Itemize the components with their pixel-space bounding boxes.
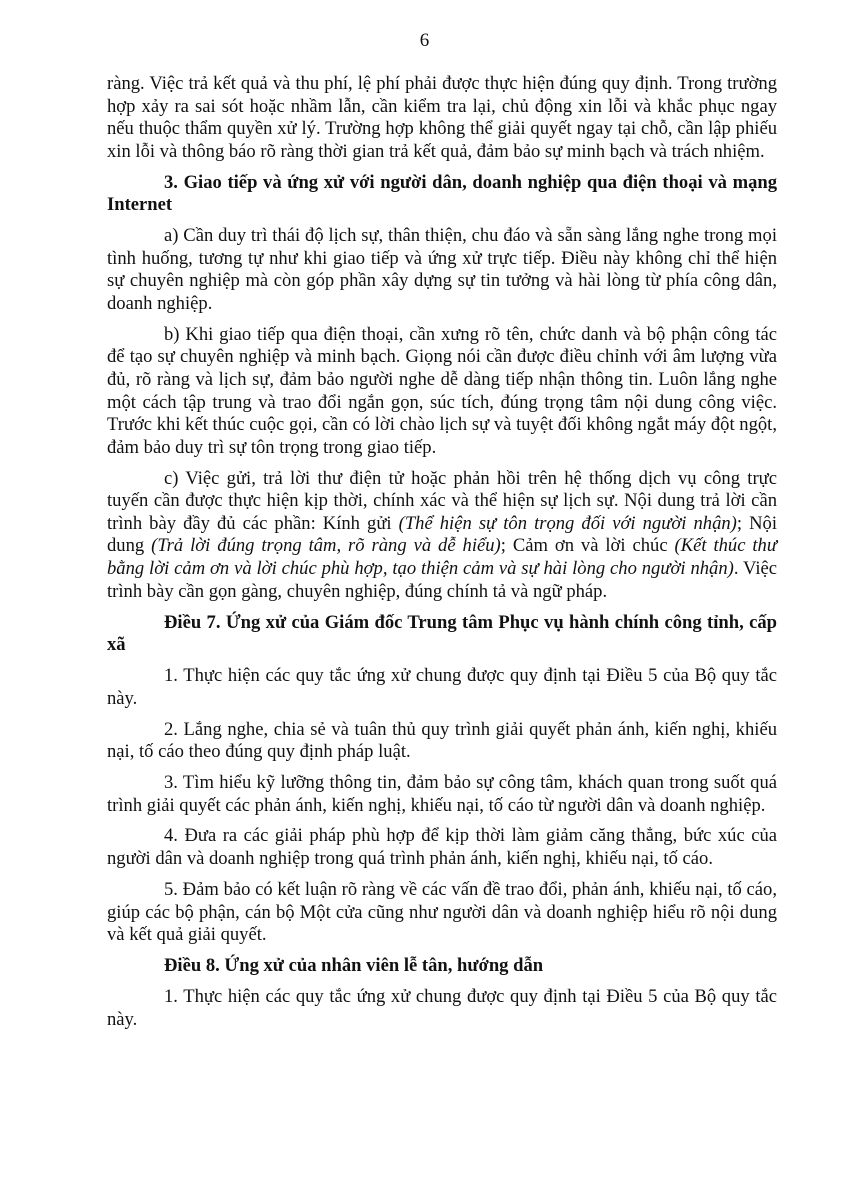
paragraph-continuation: ràng. Việc trả kết quả và thu phí, lệ phí phải được thực hiện đúng quy định. Trong trường hợp xảy ra sai sót hoặc nhầm lẫn, cần kiểm tra lại, chủ động xin lỗi và khắc phục ngay nếu thuộc thẩm quyền xử lý. Trường hợp không thể giải quyết ngay tại chỗ, cần lập phiếu xin lỗi và thông báo rõ ràng thời gian trả kết quả, đảm bảo sự minh bạch và trách nhiệm. [107, 73, 777, 162]
article-7-item-4: 4. Đưa ra các giải pháp phù hợp để kịp thời làm giảm căng thẳng, bức xúc của người dân và doanh nghiệp trong quá trình phản ánh, kiến nghị, khiếu nại, tố cáo. [107, 825, 777, 870]
paragraph-c-text-4: . Việc trình bày cần gọn gàng, chuyên nghiệp, đúng chính tả và ngữ pháp. [107, 558, 778, 602]
section-heading-3: 3. Giao tiếp và ứng xử với người dân, doanh nghiệp qua điện thoại và mạng Internet [107, 171, 777, 216]
paragraph-c-italic-1: (Thể hiện sự tôn trọng đối với người nhận) [398, 512, 737, 534]
paragraph-c-text-3: ; Cảm ơn và lời chúc [500, 535, 675, 557]
paragraph-b: b) Khi giao tiếp qua điện thoại, cần xưng rõ tên, chức danh và bộ phận công tác để tạo sự chuyên nghiệp và minh bạch. Giọng nói cần được điều chỉnh với âm lượng vừa đủ, rõ ràng và lịch sự, đảm bảo người nghe dễ dàng tiếp nhận thông tin. Luôn lắng nghe một cách tập trung và trao đổi ngắn gọn, súc tích, đúng trọng tâm nội dung công việc. Trước khi kết thúc cuộc gọi, cần có lời chào lịch sự và tuyệt đối không ngắt máy đột ngột, đảm bảo duy trì sự tôn trọng trong giao tiếp. [107, 323, 777, 458]
paragraph-c-text-2: ; Nội dung [107, 512, 777, 557]
article-7-heading: Điều 7. Ứng xử của Giám đốc Trung tâm Phục vụ hành chính công tỉnh, cấp xã [107, 611, 777, 656]
article-7-item-1: 1. Thực hiện các quy tắc ứng xử chung được quy định tại Điều 5 của Bộ quy tắc này. [107, 665, 777, 709]
article-7-item-3: 3. Tìm hiểu kỹ lưỡng thông tin, đảm bảo sự công tâm, khách quan trong suốt quá trình giải quyết các phản ánh, kiến nghị, khiếu nại, tố cáo từ người dân và doanh nghiệp. [107, 772, 777, 816]
article-8-item-1: 1. Thực hiện các quy tắc ứng xử chung được quy định tại Điều 5 của Bộ quy tắc này. [107, 985, 777, 1030]
paragraph-c-italic-2: (Trả lời đúng trọng tâm, rõ ràng và dễ hiểu) [151, 535, 501, 557]
paragraph-c [107, 468, 777, 604]
article-7-item-5: 5. Đảm bảo có kết luận rõ ràng về các vấn đề trao đổi, phản ánh, khiếu nại, tố cáo, giúp các bộ phận, cán bộ Một cửa cũng như người dân và doanh nghiệp hiểu rõ nội dung và kết quả giải quyết. [107, 878, 777, 946]
paragraph-c-italic-3: (Kết thúc thư bằng lời cảm ơn và lời chúc phù hợp, tạo thiện cảm và sự hài lòng cho người nhận) [107, 535, 777, 580]
page-number: 6 [419, 30, 430, 51]
article-8-heading: Điều 8. Ứng xử của nhân viên lễ tân, hướng dẫn [164, 955, 544, 977]
paragraph-c-text-1: c) Việc gửi, trả lời thư điện tử hoặc phản hồi trên hệ thống dịch vụ công trực tuyến cần được thực hiện kịp thời, chính xác và thể hiện sự lịch sự. Nội dung trả lời cần trình bày đầy đủ các phần: Kính gửi [107, 467, 777, 534]
paragraph-a: a) Cần duy trì thái độ lịch sự, thân thiện, chu đáo và sẵn sàng lắng nghe trong mọi tình huống, tương tự như khi giao tiếp và ứng xử trực tiếp. Điều này không chỉ thể hiện sự chuyên nghiệp mà còn góp phần xây dựng sự tin tưởng và hài lòng từ phía công dân, doanh nghiệp. [107, 225, 777, 314]
article-7-item-2: 2. Lắng nghe, chia sẻ và tuân thủ quy trình giải quyết phản ánh, kiến nghị, khiếu nại, tố cáo theo đúng quy định pháp luật. [107, 718, 777, 763]
document-body [107, 73, 777, 1039]
